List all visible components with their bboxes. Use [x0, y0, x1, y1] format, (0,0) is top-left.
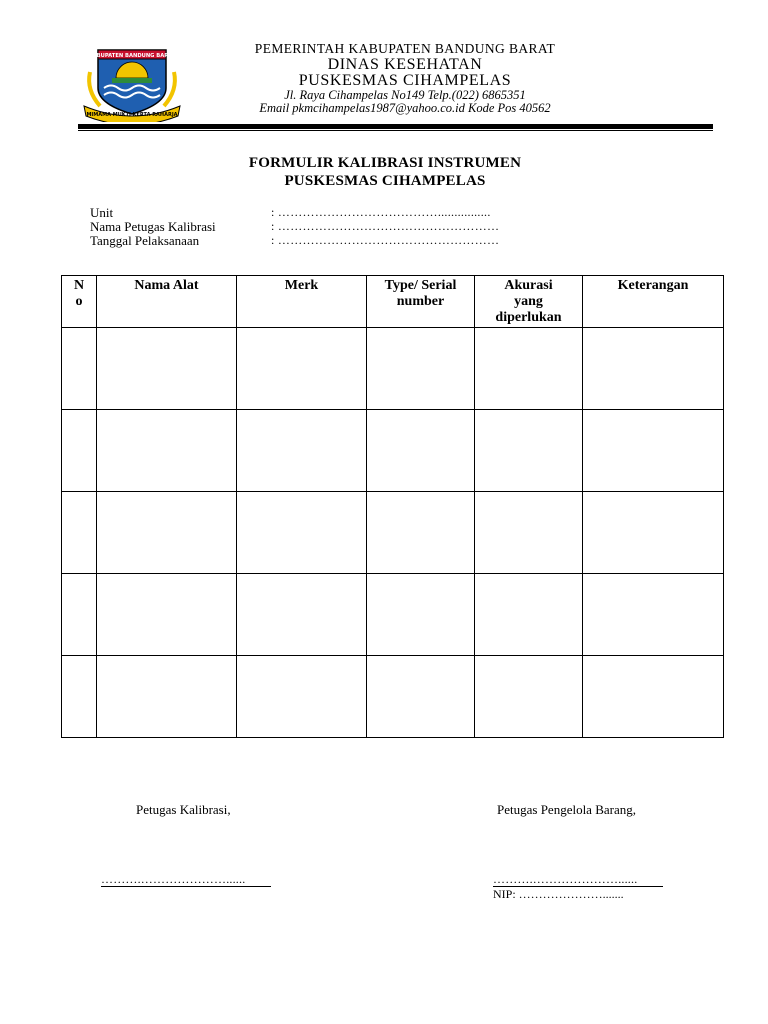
table-cell[interactable] [475, 492, 583, 574]
header-keterangan [583, 276, 724, 328]
header-akurasi-text: Akurasi yang diperlukan [495, 278, 562, 325]
unit-field[interactable]: : …………………………………................ [271, 205, 491, 219]
header-merk-text: Merk [284, 278, 319, 293]
table-row [62, 574, 724, 656]
table-cell[interactable] [237, 328, 367, 410]
table-cell[interactable] [475, 328, 583, 410]
execution-date-label: Tanggal Pelaksanaan [90, 233, 200, 248]
table-row [62, 492, 724, 574]
header-merk [237, 276, 367, 328]
header-department-name: DINAS KESEHATAN [327, 56, 483, 73]
nip-field[interactable]: NIP: …………………....... [493, 887, 624, 901]
table-cell[interactable] [237, 492, 367, 574]
table-cell[interactable] [583, 656, 724, 738]
table-cell[interactable] [62, 656, 97, 738]
table-cell[interactable] [583, 574, 724, 656]
table-cell[interactable] [367, 656, 475, 738]
execution-date-field[interactable]: : ……………………………………………… [271, 233, 500, 247]
calibration-officer-label: Nama Petugas Kalibrasi [90, 219, 216, 234]
logo-banner-text: KABUPATEN BANDUNG BARAT [88, 53, 176, 59]
form-subtitle: PUSKESMAS CIHAMPELAS [284, 173, 486, 189]
table-row [62, 656, 724, 738]
table-cell[interactable] [367, 410, 475, 492]
unit-label: Unit [90, 205, 114, 220]
instrument-calibration-table [61, 275, 724, 738]
header-puskesmas-name: PUSKESMAS CIHAMPELAS [298, 72, 512, 89]
header-no-text: N o [73, 278, 85, 309]
table-cell[interactable] [367, 492, 475, 574]
left-signature-underline [101, 886, 271, 887]
header-divider-thin [78, 130, 713, 131]
table-cell[interactable] [62, 574, 97, 656]
header-akurasi [475, 276, 583, 328]
calibration-officer-signature-field[interactable]: ……….…………………...... [101, 872, 246, 886]
table-cell[interactable] [583, 492, 724, 574]
header-no [62, 276, 97, 328]
header-nama-alat [97, 276, 237, 328]
table-row [62, 410, 724, 492]
goods-manager-signature-field[interactable]: ……….…………………...... [493, 872, 638, 886]
goods-manager-signature-title: Petugas Pengelola Barang, [497, 802, 636, 817]
table-cell[interactable] [97, 492, 237, 574]
table-cell[interactable] [62, 328, 97, 410]
header-type-serial [367, 276, 475, 328]
header-government-name: PEMERINTAH KABUPATEN BANDUNG BARAT [254, 41, 556, 56]
table-cell[interactable] [237, 574, 367, 656]
header-keterangan-text: Keterangan [617, 278, 689, 293]
table-cell[interactable] [475, 410, 583, 492]
table-cell[interactable] [475, 574, 583, 656]
header-type-serial-text: Type/ Serial number [384, 278, 457, 309]
form-title: FORMULIR KALIBRASI INSTRUMEN [248, 155, 522, 171]
table-cell[interactable] [62, 410, 97, 492]
header-email-postcode: Email pkmcihampelas1987@yahoo.co.id Kode Pos 40562 [259, 101, 551, 115]
table-cell[interactable] [62, 492, 97, 574]
calibration-officer-field[interactable]: : ……………………………………………… [271, 219, 500, 233]
table-cell[interactable] [97, 410, 237, 492]
table-cell[interactable] [583, 328, 724, 410]
table-cell[interactable] [237, 410, 367, 492]
logo-motto-text: MIMAMA MUKTI KERTA RAHARJA [86, 112, 178, 118]
calibration-officer-signature-title: Petugas Kalibrasi, [136, 802, 231, 817]
header-nama-alat-text: Nama Alat [134, 278, 199, 293]
table-cell[interactable] [97, 328, 237, 410]
table-header-row [62, 276, 724, 328]
header-address: Jl. Raya Cihampelas No149 Telp.(022) 6865351 [284, 88, 526, 102]
table-cell[interactable] [97, 574, 237, 656]
table-cell[interactable] [583, 410, 724, 492]
table-row [62, 328, 724, 410]
table-cell[interactable] [367, 574, 475, 656]
header-divider-thick [78, 124, 713, 129]
table-cell[interactable] [97, 656, 237, 738]
table-cell[interactable] [475, 656, 583, 738]
table-cell[interactable] [237, 656, 367, 738]
table-cell[interactable] [367, 328, 475, 410]
